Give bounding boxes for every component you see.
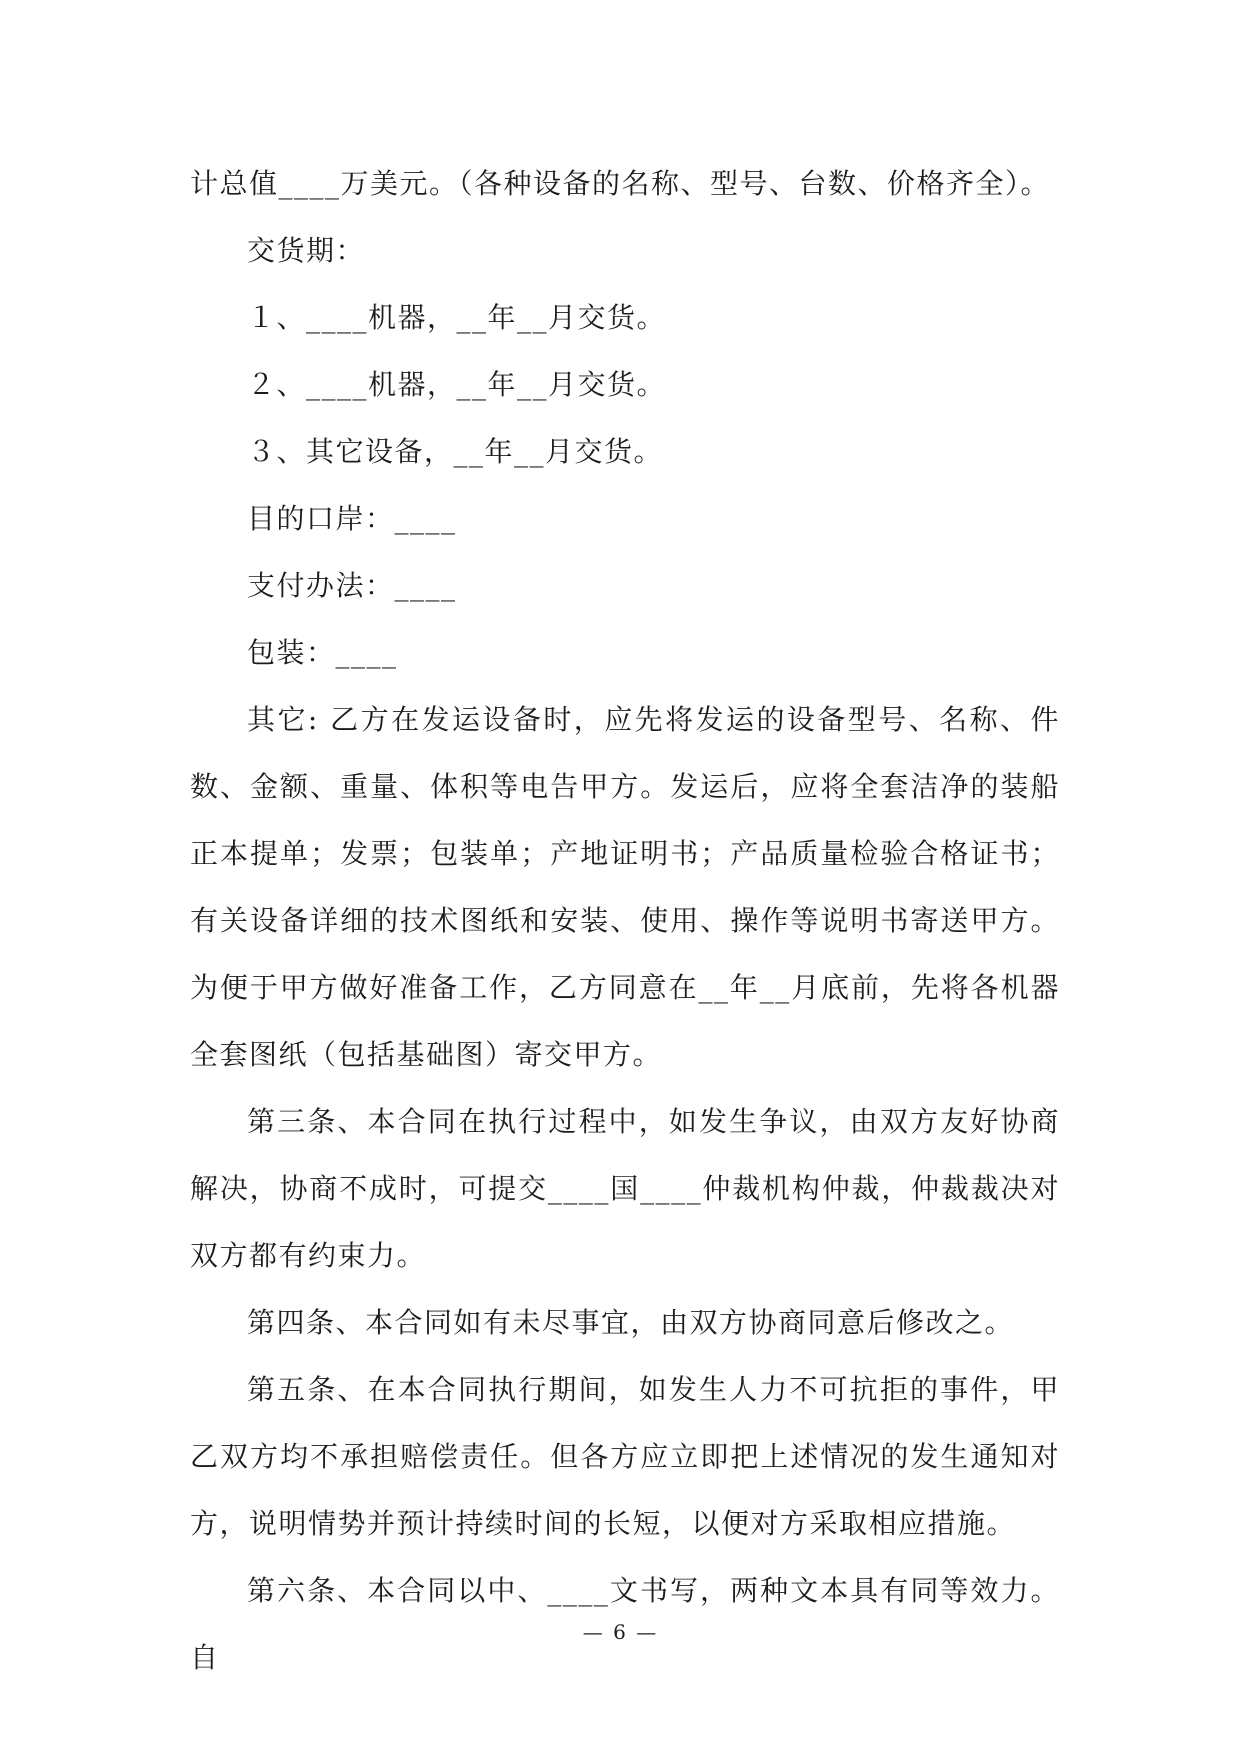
paragraph-article-5: 第五条、在本合同执行期间，如发生人力不可抗拒的事件，甲乙双方均不承担赔偿责任。但各方应立即把上述情况的发生通知对方，说明情势并预计持续时间的长短，以便对方采取相应措施。 xyxy=(190,1373,1060,1540)
text-line: １、____机器，__年__月交货。 xyxy=(247,301,667,334)
text-line: 支付办法：____ xyxy=(247,569,457,602)
text-line: ３、其它设备，__年__月交货。 xyxy=(247,435,664,468)
text-line: 包装：____ xyxy=(247,636,398,669)
text-line: ２、____机器，__年__月交货。 xyxy=(247,368,667,401)
paragraph-article-6: 第六条、本合同以中、____文书写，两种文本具有同等效力。自 xyxy=(190,1574,1060,1674)
text-line: 交货期： xyxy=(247,234,366,267)
paragraph-article-4: 第四条、本合同如有未尽事宜，由双方协商同意后修改之。 xyxy=(247,1306,1015,1339)
paragraph-other: 其它: 乙方在发运设备时，应先将发运的设备型号、名称、件数、金额、重量、体积等电告甲方。发运后，应将全套洁净的装船正本提单；发票；包装单；产地证明书；产品质量检验合格证书；有关设备详细的技术图纸和安装、使用、操作等说明书寄送甲方。为便于甲方做好准备工作，乙方同意在__年__月底前，先将各机器全套图纸（包括基础图）寄交甲方。 xyxy=(190,703,1060,1071)
paragraph-article-3: 第三条、本合同在执行过程中，如发生争议，由双方友好协商解决，协商不成时，可提交____国____仲裁机构仲裁，仲裁裁决对双方都有约束力。 xyxy=(190,1105,1060,1272)
text-line: 目的口岸：____ xyxy=(247,502,457,535)
document-body xyxy=(190,150,1060,1691)
page-number: — 6 — xyxy=(582,1620,659,1644)
text-line: 计总值____万美元。（各种设备的名称、型号、台数、价格齐全）。 xyxy=(190,167,1051,200)
